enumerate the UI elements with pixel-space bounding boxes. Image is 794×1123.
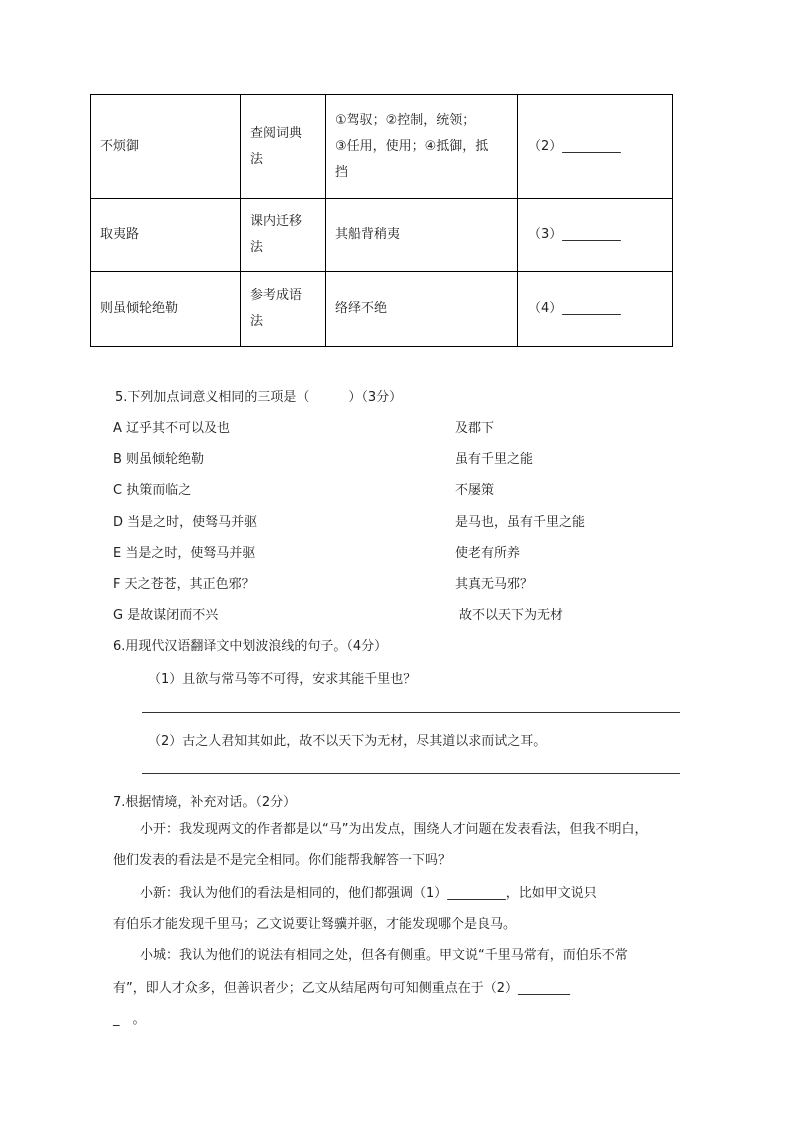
table-cell-method [241,95,326,199]
dialogue-line: 小新：我认为他们的看法是相同的，他们都强调（1）_________，比如甲文说只 [140,886,597,901]
reference-line: ③任用，使用；④抵御，抵 [335,138,489,154]
option-left: F 天之苍苍，其正色邪？ [113,577,255,592]
option-left: D 当是之时，使驽马并驱 [113,515,258,530]
method-line: 法 [250,151,264,167]
dialogue-line: 有”，即人才众多，但善识者少；乙文从结尾两句可知侧重点在于（2）________ [113,981,571,996]
translation-sentence-2: （2）古之人君知其如此，故不以天下为无材，尽其道以求而试之耳。 [148,734,547,749]
table-cell-reference: 络绎不绝 [326,272,518,347]
question-5-title: 5.下列加点词意义相同的三项是（ ）（3分） [115,390,403,405]
table-cell-answer: （2）_________ [518,95,673,199]
option-left: E 当是之时，使驽马并驱 [113,546,256,561]
table-cell-word: 则虽倾轮绝勒 [91,272,241,347]
translation-sentence-1: （1）且欲与常马等不可得，安求其能千里也？ [148,672,417,687]
reference-line: ①驾驭；②控制，统领； [335,112,476,128]
table-cell-reference [326,95,518,199]
method-line: 查阅词典 [250,125,303,141]
reference-line: 挡 [335,164,349,180]
table-cell-word: 取夷路 [91,199,241,272]
question-6-title: 6.用现代汉语翻译文中划波浪线的句子。（4分） [113,639,388,654]
word-meaning-table [90,94,673,347]
table-row [91,95,673,199]
table-cell-method [241,199,326,272]
dialogue-line: 他们发表的看法是不是完全相同。你们能帮我解答一下吗？ [113,853,452,868]
option-right: 使老有所养 [455,546,521,561]
method-line: 课内迁移 [250,214,303,229]
option-left: A 辽乎其不可以及也 [113,421,231,436]
option-right: 及郡下 [455,421,495,436]
option-left: C 执策而临之 [113,483,192,498]
method-line: 参考成语 [250,288,303,303]
question-7-title: 7.根据情境，补充对话。（2分） [113,795,297,810]
table-cell-reference: 其船背稍夷 [326,199,518,272]
table-cell-answer: （4）_________ [518,272,673,347]
dialogue-line: 小开：我发现两文的作者都是以“马”为出发点，围绕人才问题在发表看法，但我不明白， [140,822,648,837]
option-right: 故不以天下为无材 [459,608,564,623]
dialogue-line: 有伯乐才能发现千里马；乙文说要让驽骥并驱，才能发现哪个是良马。 [113,917,517,932]
table-row [91,199,673,272]
dialogue-line: _ 。 [113,1012,146,1027]
option-right: 虽有千里之能 [455,452,534,467]
method-line: 法 [250,240,264,255]
table-cell-answer: （3）_________ [518,199,673,272]
option-left: G 是故谋闭而不兴 [113,608,219,623]
table-cell-method [241,272,326,347]
option-right: 不屡策 [455,483,495,498]
table-cell-word: 不烦御 [91,95,241,199]
answer-line [142,773,680,774]
method-line: 法 [250,314,264,329]
dialogue-line: 小城：我认为他们的说法有相同之处，但各有侧重。甲文说“千里马常有，而伯乐不常 [140,948,628,963]
option-right: 是马也，虽有千里之能 [455,515,586,530]
answer-line [142,712,680,713]
table-row [91,272,673,347]
option-left: B 则虽倾轮绝勒 [113,452,205,467]
option-right: 其真无马邪？ [455,577,534,592]
